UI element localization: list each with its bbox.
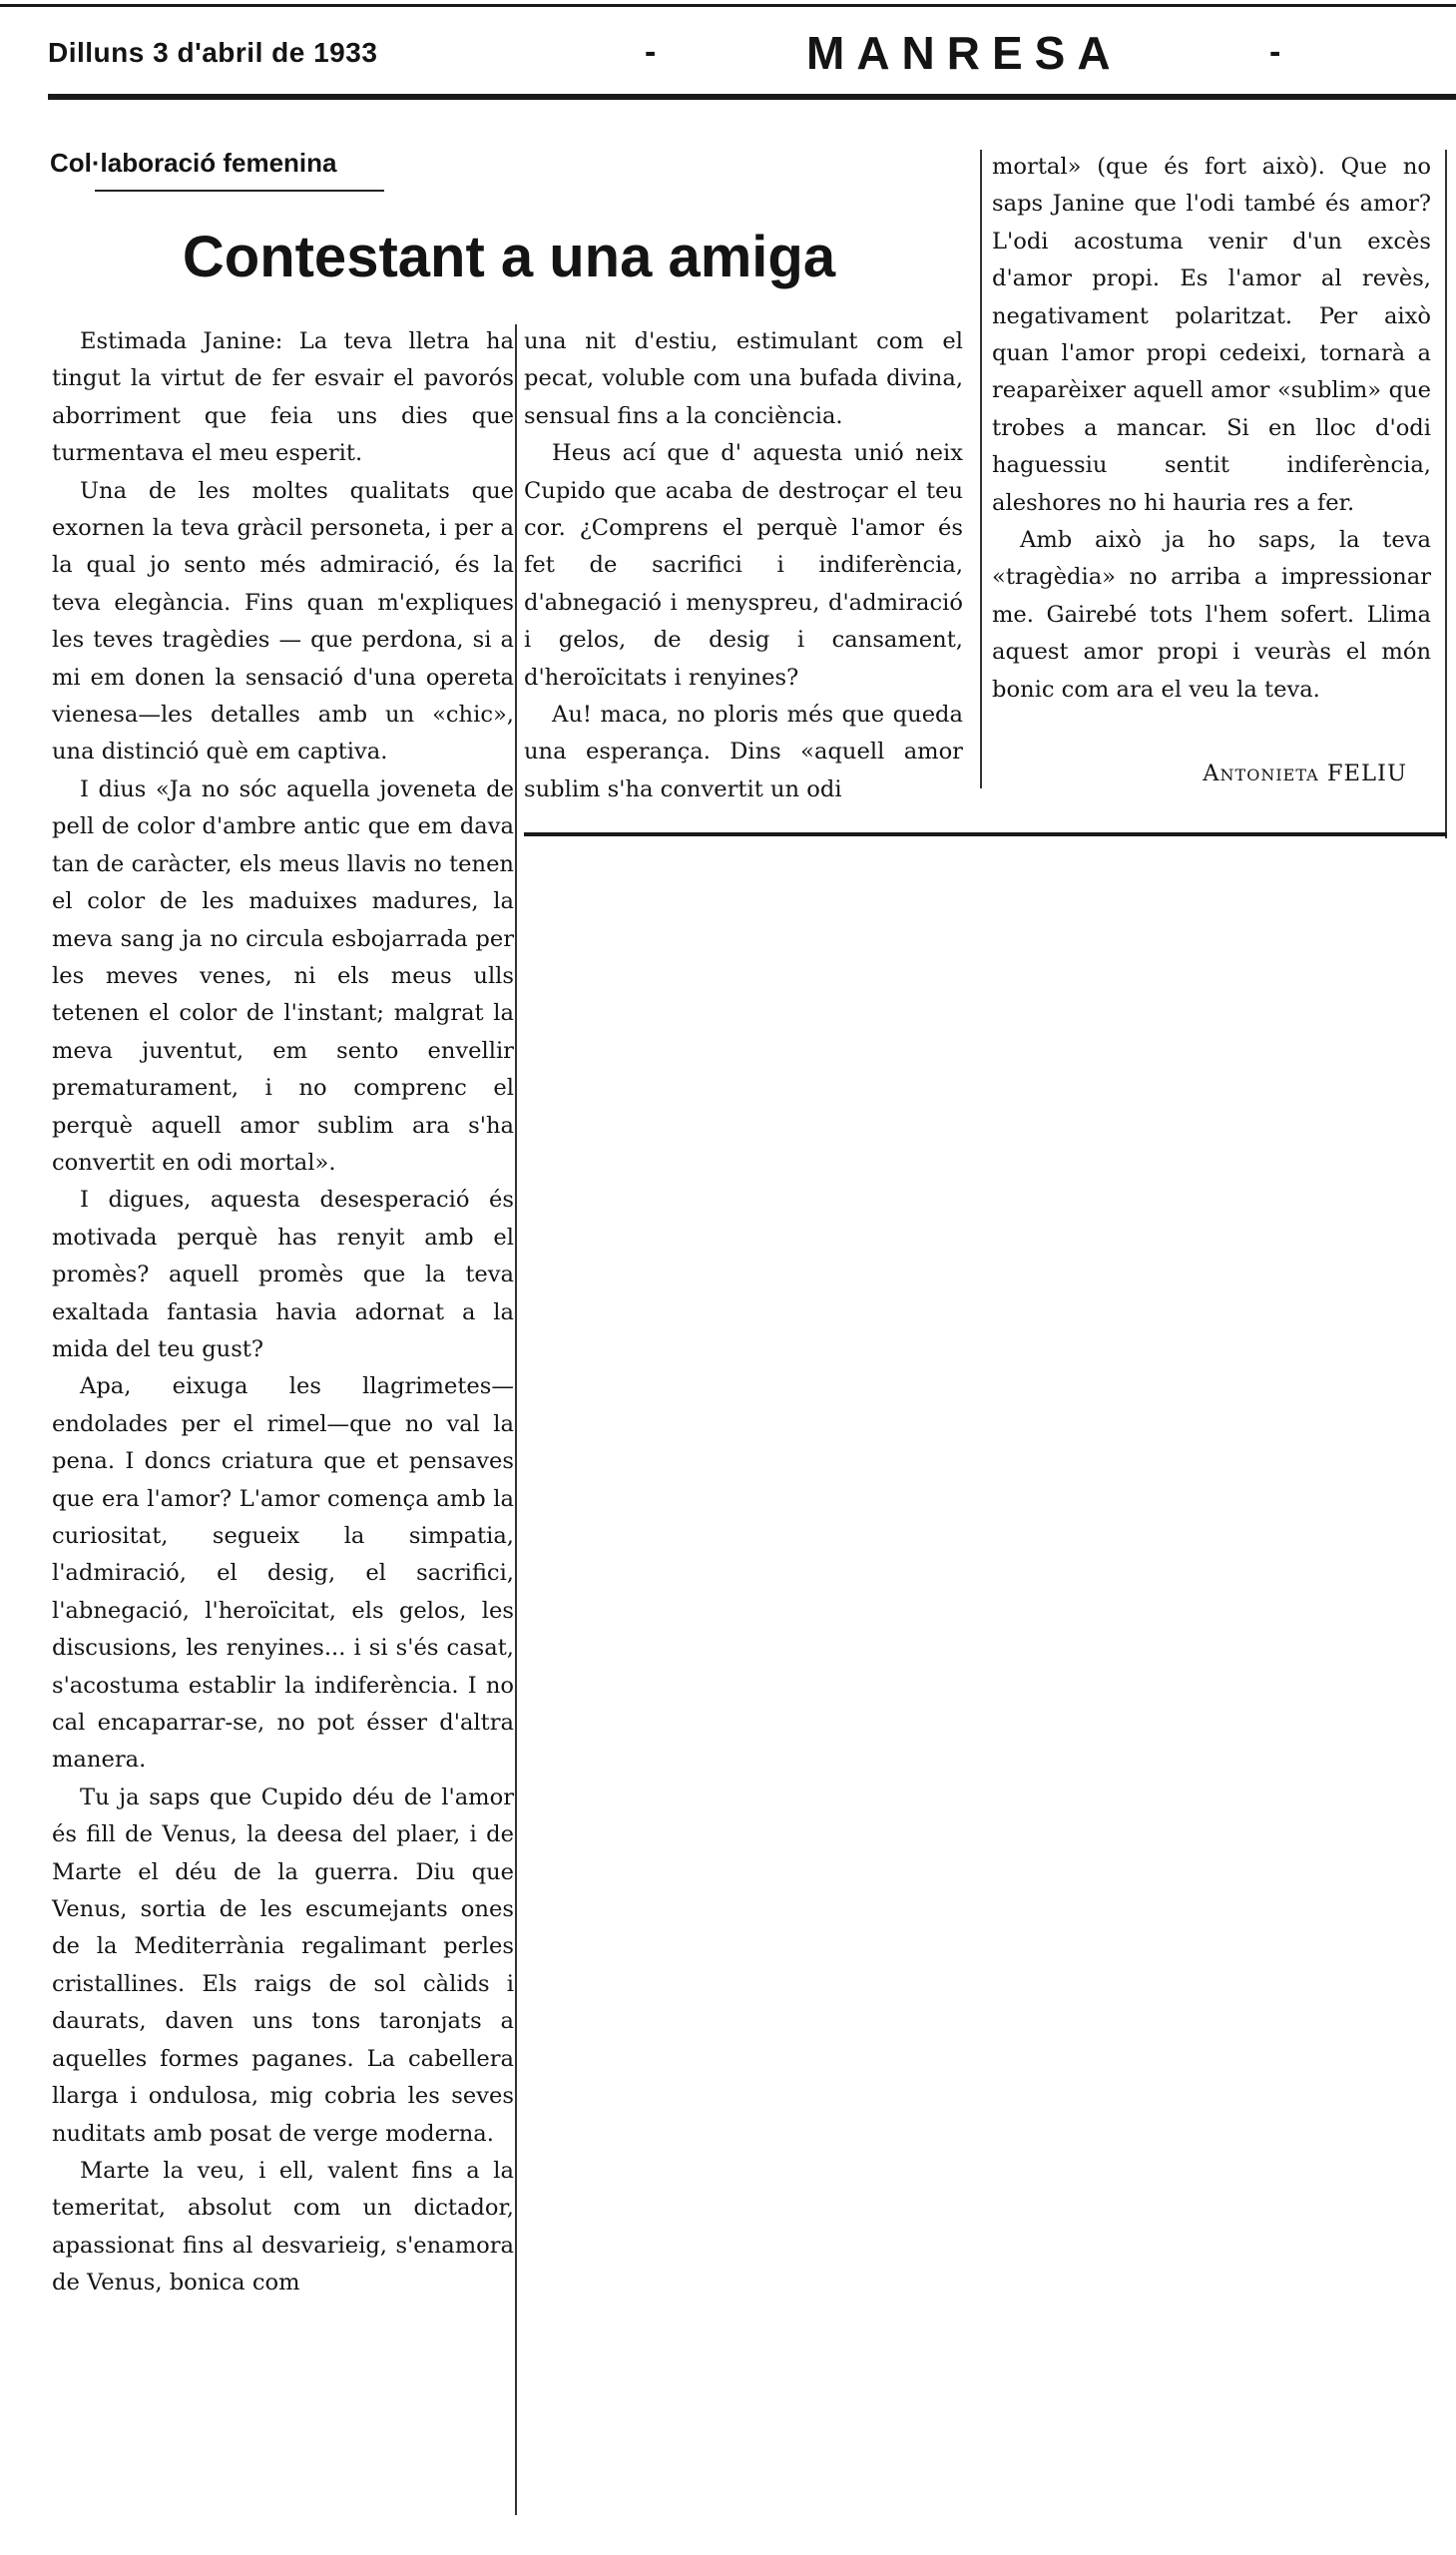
paragraph: Estimada Janine: La teva lletra ha tingut la virtut de fer esvair el pavorós aborriment que feia uns dies que turmentava el meu esperit. (52, 328, 514, 467)
paragraph: I dius «Ja no sóc aquella joveneta de pell de color d'ambre antic que em dava tan de caràcter, els meus llavis no tenen el color de les maduixes madures, la meva sang ja no circula esbojarrada per les meves venes, ni els meus ulls tetenen el color de l'instant; malgrat la meva juventut, em sento envellir prematurament, i no comprenc el perquè aquell amor sublim ara s'ha convertit en odi mortal». (52, 775, 514, 1176)
paragraph: Apa, eixuga les llagrimetes—endolades per el rimel—que no val la pena. I doncs criatura que et pensaves que era l'amor? L'amor comença amb la curiositat, segueix la simpatia, l'admiració, el desig, el sacrifici, l'abnegació, l'heroïcitat, els gelos, les discusions, les renyines... i si s'és casat, s'acostuma establir la indiferència. I no cal encaparrar-se, no pot ésser d'altra manera. (52, 1373, 514, 1774)
paragraph: Amb això ja ho saps, la teva «tragèdia» no arriba a impressionar me. Gairebé tots l'hem sofert. Llima aquest amor propi i veuràs el món bonic com ara el veu la teva. (992, 527, 1431, 703)
header-separator-left: - (645, 33, 657, 71)
paragraph: Tu ja saps que Cupido déu de l'amor és fill de Venus, la deesa del plaer, i de Marte el déu de la guerra. Diu que Venus, sortia de les escumejants ones de la Mediterrània regalimant perles cristallines. Els raigs de sol càlids i daurats, daven uns tons taronjats a aquelles formes paganes. La cabellera llarga i ondulosa, mig cobria les seves nuditats amb posat de verge moderna. (52, 1784, 514, 2147)
header-rule (48, 94, 1456, 100)
column-divider (515, 324, 517, 2515)
article-end-rule (524, 832, 1447, 836)
section-underline (95, 190, 384, 192)
page-edge-rule (1445, 150, 1447, 838)
header-separator-right: - (1269, 33, 1281, 71)
article-column-3 (992, 149, 1431, 709)
newspaper-name: MANRESA (806, 27, 1123, 79)
paragraph: Heus ací que d' aquesta unió neix Cupido que acaba de destroçar el teu cor. ¿Comprens el perquè l'amor és fet de sacrifici i indiferència, d'abnegació i menyspreu, d'admiració i gelos, de desig i cansament, d'heroïcitats i renyines? (524, 440, 963, 691)
article-title: Contestant a una amiga (182, 225, 836, 289)
section-label: Col·laboració femenina (50, 148, 337, 178)
article-column-2 (524, 323, 963, 808)
paragraph: I digues, aquesta desesperació és motivada perquè has renyit amb el promès? aquell promès que la teva exaltada fantasia havia adornat a la mida del teu gust? (52, 1187, 514, 1362)
paragraph: Au! maca, no ploris més que queda una esperança. Dins «aquell amor sublim s'ha convertit un odi (524, 702, 963, 802)
paragraph: Marte la veu, i ell, valent fins a la temeritat, absolut com un dictador, apassionat fins al desvarieig, s'enamora de Venus, bonica com (52, 2157, 514, 2297)
issue-date: Dilluns 3 d'abril de 1933 (48, 37, 378, 68)
author-signature: Antonieta FELIU (1203, 761, 1407, 786)
top-border (0, 4, 1456, 7)
column-divider (980, 150, 982, 788)
paragraph: una nit d'estiu, estimulant com el pecat, voluble com una bufada divina, sensual fins a la conciència. (524, 328, 963, 429)
article-column-1 (52, 323, 514, 2302)
paragraph: Una de les moltes qualitats que exornen la teva gràcil personeta, i per a la qual jo sento més admiració, és la teva elegància. Fins quan m'expliques les teves tragèdies — que perdona, si a mi em donen la sensació d'una opereta vienesa—les detalles amb un «chic», una distinció què em captiva. (52, 477, 514, 766)
paragraph: mortal» (que és fort això). Que no saps Janine que l'odi també és amor? L'odi acostuma venir d'un excès d'amor propi. Es l'amor al revès, negativament polaritzat. Per això quan l'amor propi cedeixi, tornarà a reaparèixer aquell amor «sublim» que trobes a mancar. Si en lloc d'odi haguessiu sentit indiferència, aleshores no hi hauria res a fer. (992, 154, 1431, 516)
